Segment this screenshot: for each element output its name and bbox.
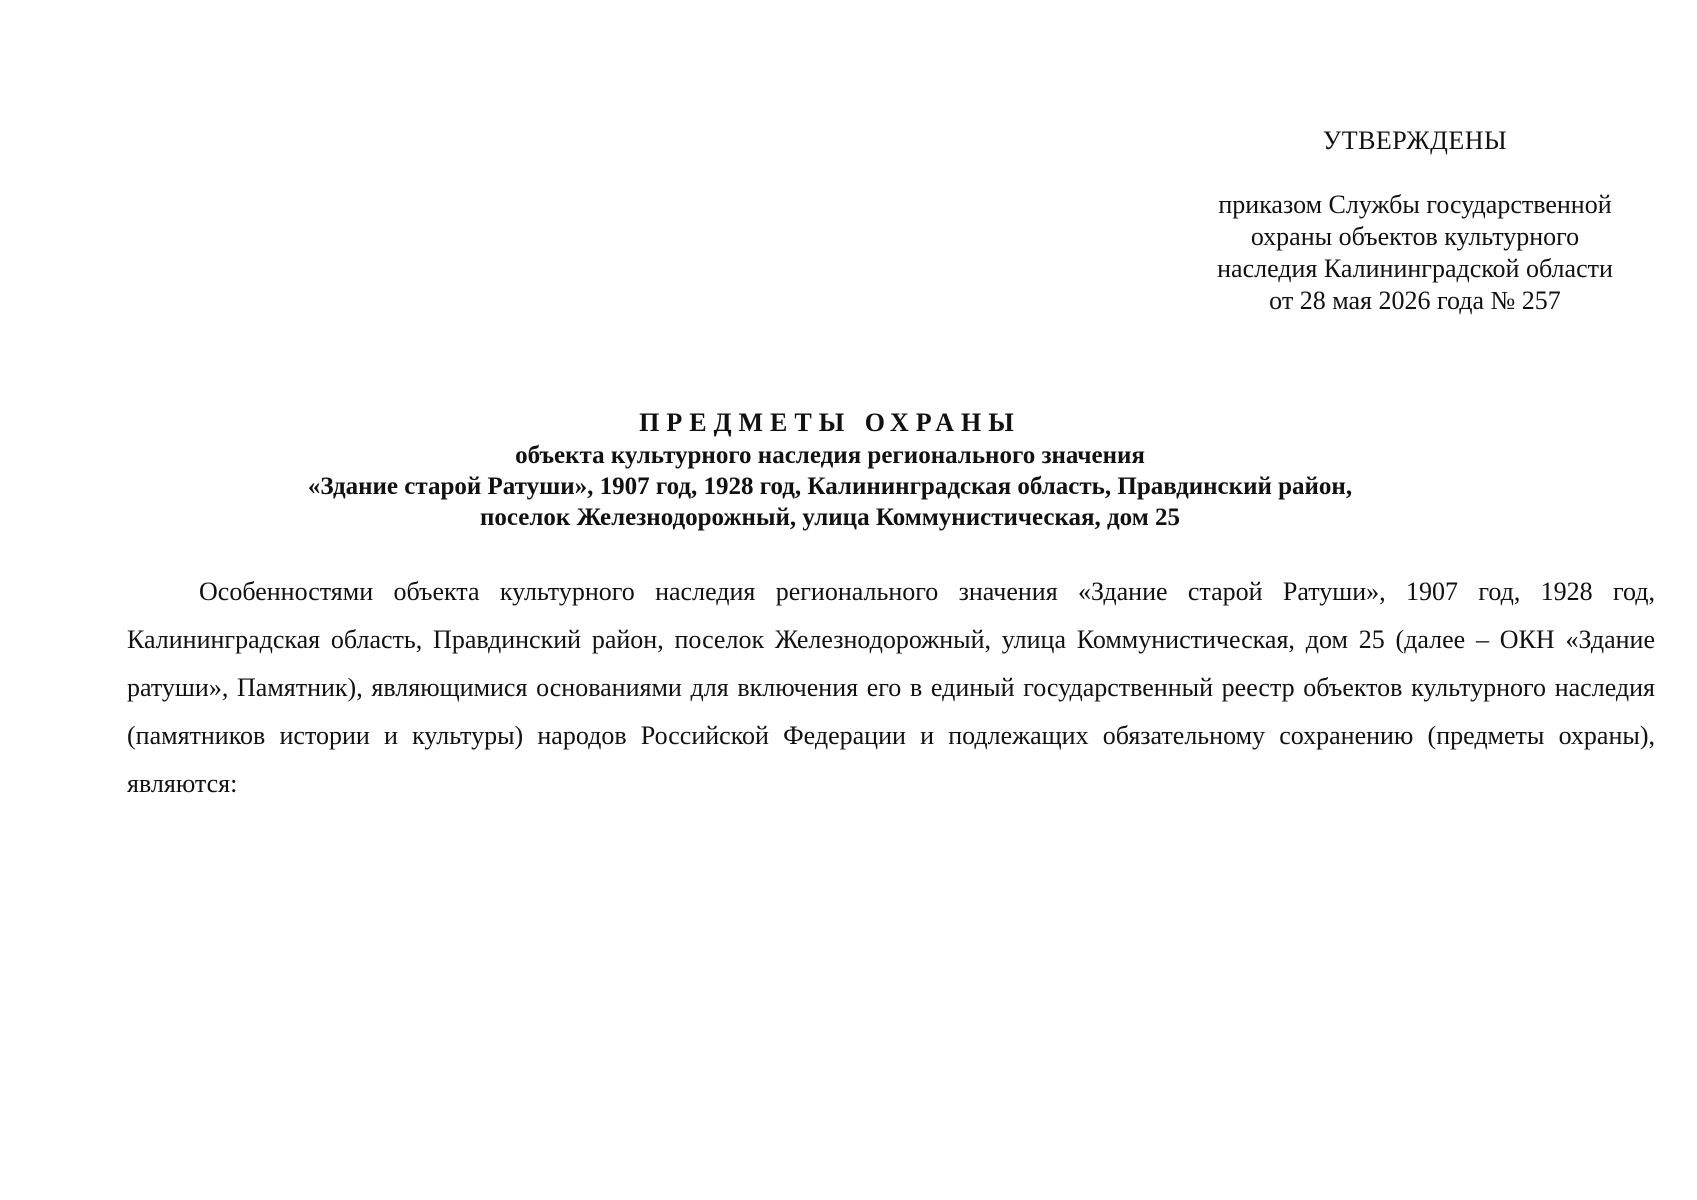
order-line: приказом Службы государственной: [1218, 190, 1612, 219]
order-line: охраны объектов культурного: [1250, 222, 1580, 251]
document-title-block: [130, 408, 1530, 533]
document-subtitle-line: поселок Железнодорожный, улица Коммунистическая, дом 25: [480, 504, 1180, 531]
body-paragraph: Особенностями объекта культурного наследия регионального значения «Здание старой Ратуши», 1907 год, 1928 год, Калининградская область, Правдинский район, поселок Железнодорожный, улица Коммунистическая, дом 25 (далее – ОКН «Здание ратуши», Памятник), являющимися основаниями для включения его в единый государственный реестр объектов культурного наследия (памятников истории и культуры) народов Российской Федерации и подлежащих обязательному сохранению (предметы охраны), являются:: [127, 577, 1655, 798]
approved-heading: УТВЕРЖДЕНЫ: [1322, 126, 1508, 155]
order-line: наследия Калининградской области: [1217, 254, 1613, 283]
document-title: ПРЕДМЕТЫ ОХРАНЫ: [639, 408, 1021, 437]
document-subtitle-line: «Здание старой Ратуши», 1907 год, 1928 год, Калининградская область, Правдинский район,: [307, 473, 1353, 500]
approval-block: [1200, 125, 1630, 317]
order-date-number: от 28 мая 2026 года № 257: [1269, 286, 1561, 315]
document-subtitle-line: объекта культурного наследия регионального значения: [515, 442, 1145, 469]
